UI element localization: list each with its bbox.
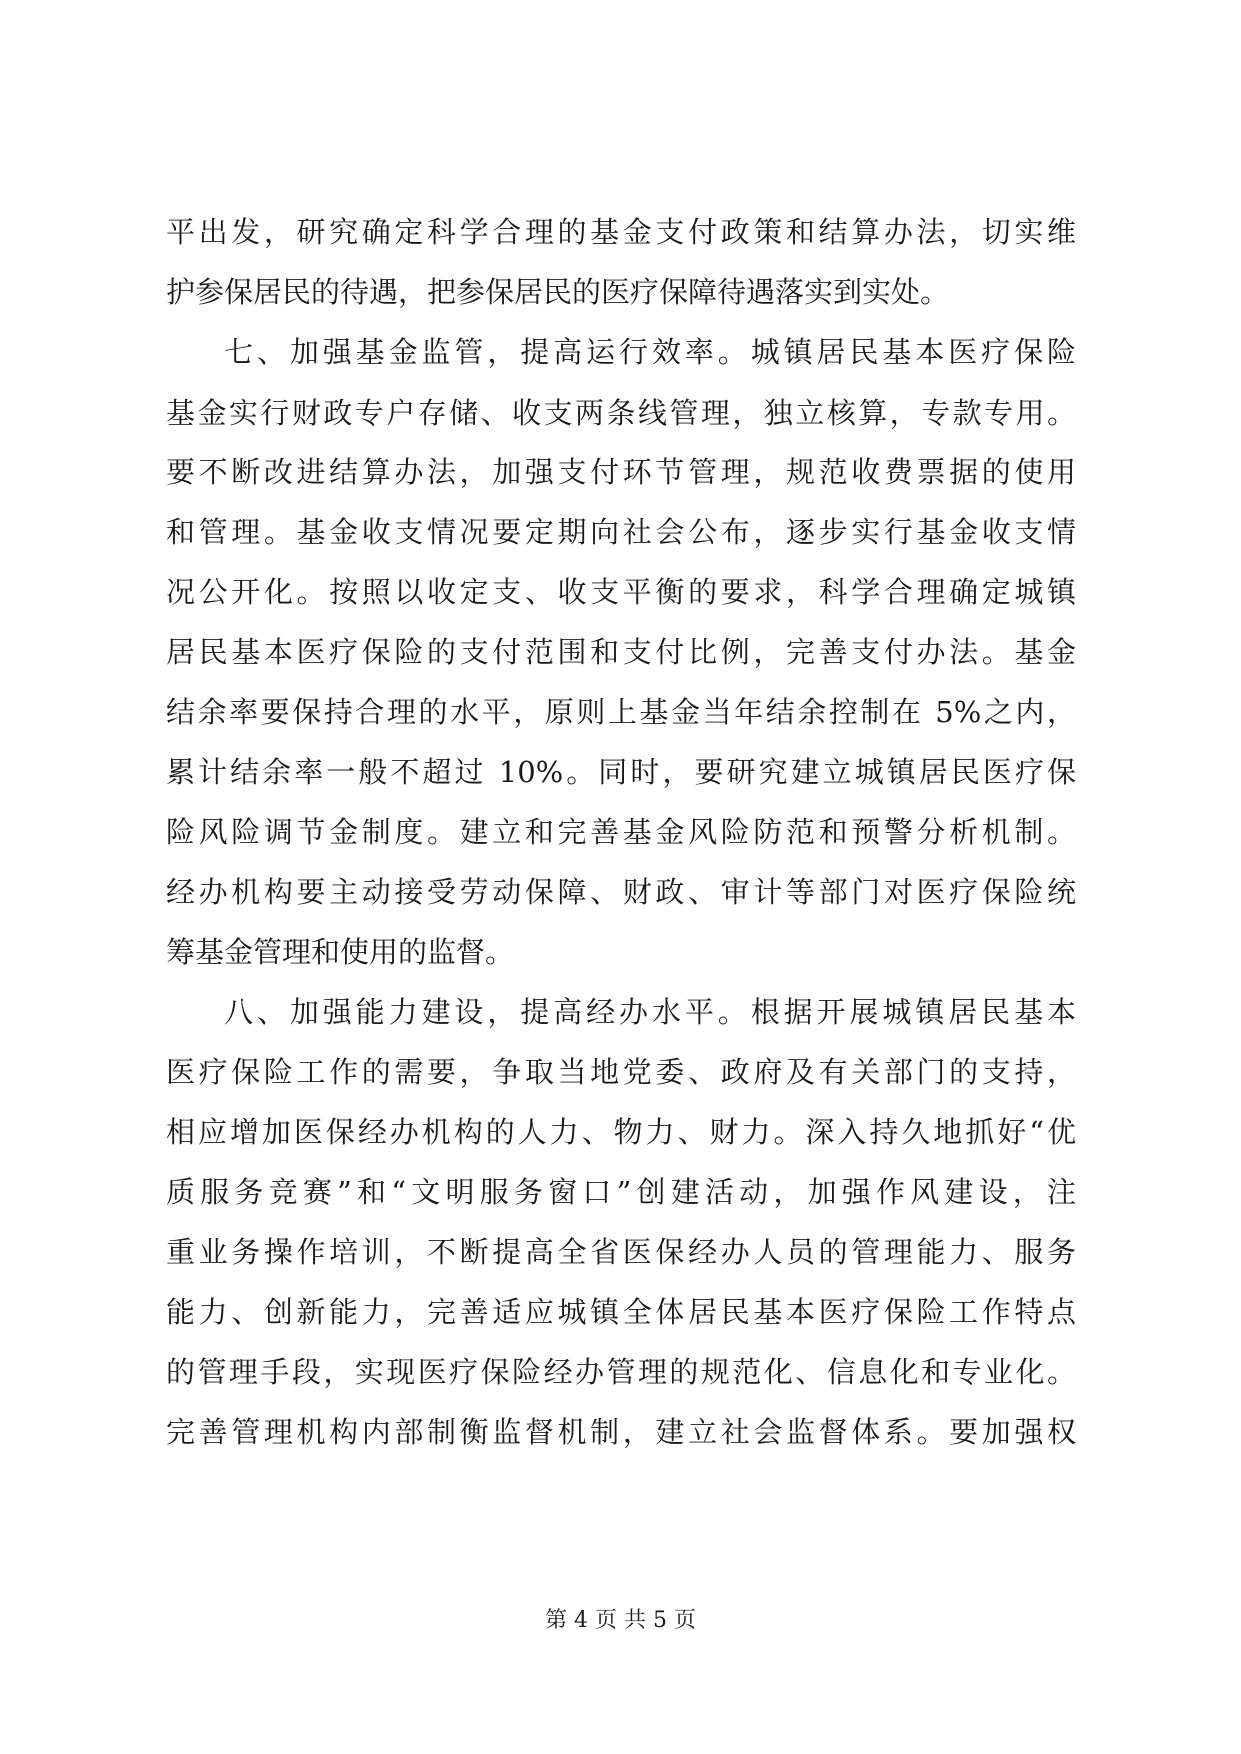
text-line: 质服务竞赛”和“文明服务窗口”创建活动，加强作风建设，注 <box>166 1175 1076 1209</box>
text-line: 护参保居民的待遇，把参保居民的医疗保障待遇落实到实处。 <box>166 275 950 309</box>
text-line: 基金实行财政专户存储、收支两条线管理，独立核算，专款专用。 <box>166 396 1076 430</box>
text-line: 况公开化。按照以收定支、收支平衡的要求，科学合理确定城镇 <box>166 575 1076 609</box>
text-line: 结余率要保持合理的水平，原则上基金当年结余控制在 5%之内， <box>166 695 1076 729</box>
text-line: 居民基本医疗保险的支付范围和支付比例，完善支付办法。基金 <box>166 635 1076 669</box>
text-line: 和管理。基金收支情况要定期向社会公布，逐步实行基金收支情 <box>166 515 1076 549</box>
text-line: 能力、创新能力，完善适应城镇全体居民基本医疗保险工作特点 <box>166 1295 1076 1329</box>
text-line: 累计结余率一般不超过 10%。同时，要研究建立城镇居民医疗保 <box>166 755 1076 789</box>
text-line: 要不断改进结算办法，加强支付环节管理，规范收费票据的使用 <box>166 455 1076 489</box>
text-line: 筹基金管理和使用的监督。 <box>166 935 515 969</box>
text-line: 经办机构要主动接受劳动保障、财政、审计等部门对医疗保险统 <box>166 875 1076 909</box>
text-line: 相应增加医保经办机构的人力、物力、财力。深入持久地抓好“优 <box>166 1115 1076 1149</box>
text-line: 完善管理机构内部制衡监督机制，建立社会监督体系。要加强权 <box>166 1415 1076 1449</box>
text-line: 平出发，研究确定科学合理的基金支付政策和结算办法，切实维 <box>166 215 1076 249</box>
text-line: 的管理手段，实现医疗保险经办管理的规范化、信息化和专业化。 <box>166 1355 1076 1389</box>
text-line: 医疗保险工作的需要，争取当地党委、政府及有关部门的支持， <box>166 1055 1076 1089</box>
section-heading-line: 七、加强基金监管，提高运行效率。城镇居民基本医疗保险 <box>224 335 1076 369</box>
page-number-footer: 第 4 页 共 5 页 <box>545 1608 696 1633</box>
text-line: 险风险调节金制度。建立和完善基金风险防范和预警分析机制。 <box>166 815 1076 849</box>
text-line: 重业务操作培训，不断提高全省医保经办人员的管理能力、服务 <box>166 1235 1076 1269</box>
section-heading-line: 八、加强能力建设，提高经办水平。根据开展城镇居民基本 <box>224 995 1076 1029</box>
